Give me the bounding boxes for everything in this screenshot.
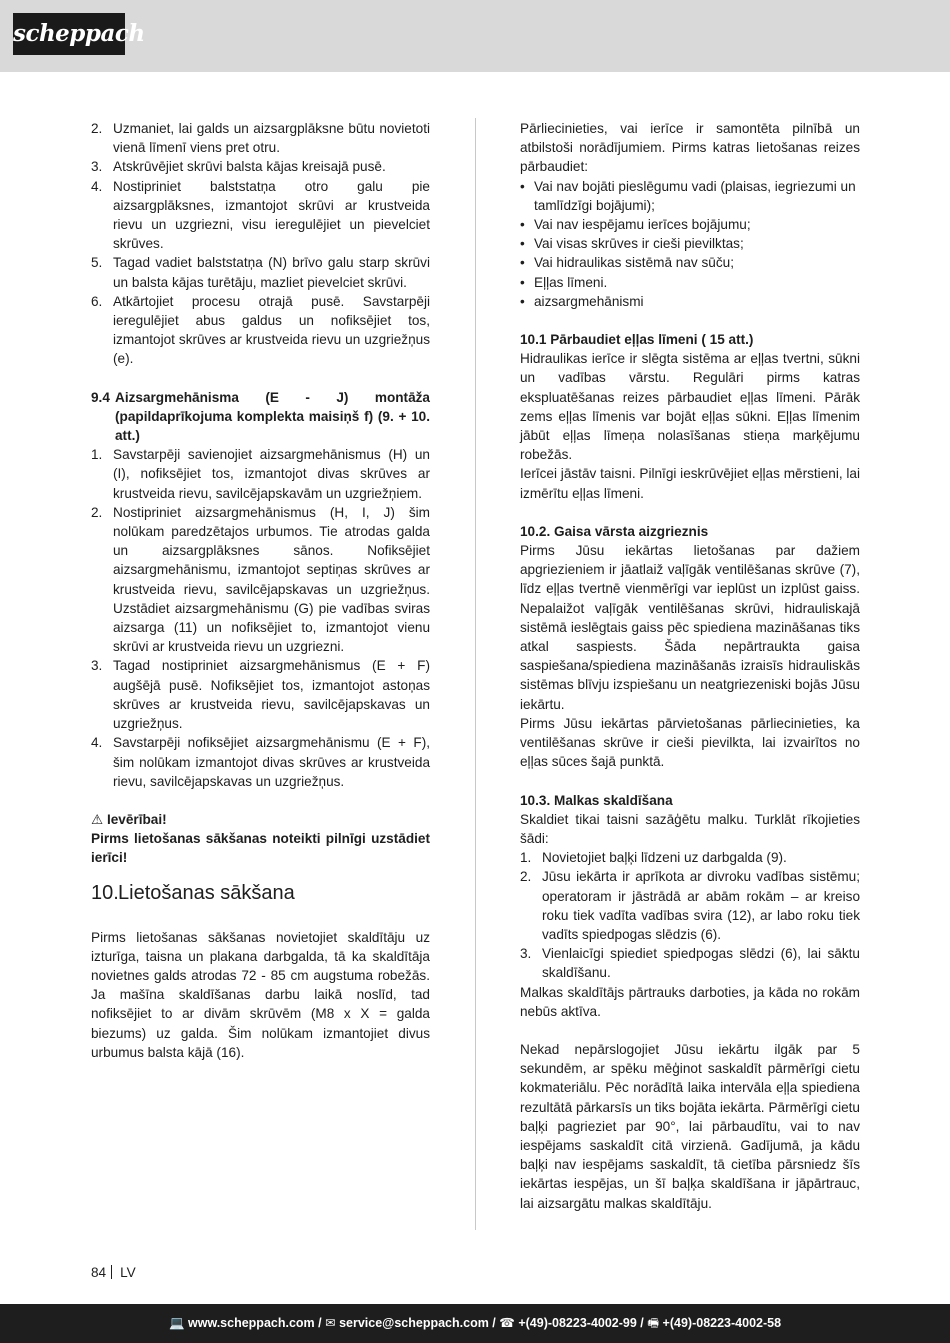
list-item: 2. Jūsu iekārta ir aprīkota ar divroku vadības sistēmu; operatoram ir jāstrādā ar abām rokām – ar kreiso roku tiek vadīta vadības svira (12), ar labo roku tiek vadīts spiedpogas slēdzis (6).: [520, 869, 860, 942]
section-heading-10-3: 10.3. Malkas skaldīšana: [520, 792, 673, 808]
paragraph: Nekad nepārslogojiet Jūsu iekārtu ilgāk par 5 sekundēm, ar spēku mēģinot saskaldīt pārmērīgi cietu kokmateriālu. Pēc norādītā laika intervāla eļļa spiediena rezultātā pārkarsīs un tiks bojāta iekārta. Pārmērīgi cietu baļķi pagrieziet par 90°, lai pārbaudītu, vai to nav iespējams saskaldīt citā virzienā. Gadījumā, ja kādu baļķi nav iespējams saskaldīt, tā cietība pārsniedz šīs iekārtas iespējas, un šī baļķa skaldīšana ir jāpārtrauc, lai aizsargātu malkas skaldītāju.: [520, 1041, 860, 1211]
right-column: [520, 119, 860, 1213]
section-heading-10: 10.Lietošanas sākšana: [91, 881, 295, 904]
phone-icon: ☎: [499, 1316, 515, 1330]
bullet-item: • Vai nav bojāti pieslēgumu vadi (plaisas, iegriezumi un tamlīdzīgi bojājumi);: [520, 178, 856, 213]
bullet-item: • aizsargmehānismi: [520, 293, 644, 309]
paragraph: Skaldiet tikai taisni sazāģētu malku. Turklāt rīkojieties šādi:: [520, 811, 860, 846]
paragraph: Hidraulikas ierīce ir slēgta sistēma ar eļļas tvertni, sūkni un vadības vārstu. Regulāri pirms katras ekspluatēšanas reizes pārbaudiet eļļas līmeni. Pārāk zems eļļas līmenis var bojāt eļļas sūkni. Eļļas līmenim jābūt eļļas līmeņa nolasīšanas stieņa marķējumu robežās.: [520, 351, 860, 463]
warning-text: Pirms lietošanas sākšanas noteikti pilnīgi uzstādiet ierīci!: [91, 831, 430, 866]
mail-icon: ✉: [325, 1316, 336, 1330]
list-item: 2. Nostipriniet aizsargmehānismus (H, I, J) šim nolūkam paredzētajos urbumos. Tie atrodas galda un aizsargplāksnes sānos. Nofiksējiet aizsargmehānismu, izmantojot septiņas skrūves ar krustveida rievu, savilcējapskavas un uzgriežņus. Uzstādiet aizsargmehānismu (G) pie vadības sviras aizsarga (11) un nofiksējiet to, izmantojot vienu skrūvi ar krustveida rievu un uzgriezni.: [91, 504, 430, 655]
fax-icon: 🖷: [647, 1316, 660, 1330]
list-item: 1. Savstarpēji savienojiet aizsargmehānismus (H) un (I), nofiksējiet tos, izmantojot divas skrūves ar krustveida rievu, savilcējapskavām un uzgriežņiem.: [91, 447, 430, 501]
paragraph: Pirms Jūsu iekārtas pārvietošanas pārliecinieties, ka ventilēšanas skrūve ir cieši pievilkta, lai izvairītos no eļļas sūces šajā punktā.: [520, 715, 860, 770]
paragraph: Ierīcei jāstāv taisni. Pilnīgi ieskrūvējiet eļļas mērstieni, lai izmērītu eļļas līmeni.: [520, 466, 860, 501]
footer-fax: +(49)-08223-4002-58: [662, 1316, 782, 1330]
list-item: 1. Novietojiet baļķi līdzeni uz darbgalda (9).: [520, 850, 787, 866]
page-number: 84 LV: [91, 1265, 136, 1280]
footer-phone: +(49)-08223-4002-99 /: [518, 1316, 644, 1330]
column-divider: [475, 118, 476, 1230]
list-item: 6. Atkārtojiet procesu otrajā pusē. Savstarpēji ieregulējiet abus galdus un nofiksējiet tos, izmantojot skrūves ar krustveida rievu un uzgriežņus (e).: [91, 293, 430, 367]
section-heading-10-2: 10.2. Gaisa vārsta aizgrieznis: [520, 523, 709, 539]
list-item: 3. Tagad nostipriniet aizsargmehānismus (E + F) augšējā pusē. Nofiksējiet tos, izmantojot astoņas skrūves ar krustveida rievu, savilcējapskavas un uzgriežņus.: [91, 658, 430, 732]
bullet-item: • Vai visas skrūves ir cieši pievilktas;: [520, 236, 744, 252]
list-item: 4. Nostipriniet balststatņa otro galu pie aizsargplāksnes, izmantojot skrūvi ar krustveida rievu un uzgriezni, visu ieregulējiet un pievelciet skrūves.: [91, 178, 430, 252]
list-item: 3. Atskrūvējiet skrūvi balsta kājas kreisajā pusē.: [91, 159, 386, 175]
list-item: 4. Savstarpēji nofiksējiet aizsargmehānismu (E + F), šim nolūkam izmantojot divas skrūves ar krustveida rievu, savilcējapskavas un uzgriežņus.: [91, 735, 430, 789]
footer-bar: [0, 1304, 950, 1343]
paragraph: Malkas skaldītājs pārtrauks darboties, ja kāda no rokām nebūs aktīva.: [520, 984, 860, 1019]
bullet-item: • Vai hidraulikas sistēmā nav sūču;: [520, 255, 734, 271]
footer-email[interactable]: service@scheppach.com /: [339, 1316, 496, 1330]
paragraph: Pirms lietošanas sākšanas novietojiet skaldītāju uz izturīga, taisna un plakana darbgalda, tā ka skaldītāja novietnes galds atrodas 72 - 85 cm augstuma robežās. Ja mašīna skaldīšanas darbu laikā noslīd, tad nofiksējiet to ar divām skrūvēm (M8 x X = galda biezums) uz galda. Šim nolūkam izmantojiet divus urbumus balsta kājā (16).: [91, 929, 430, 1060]
section-heading-10-1: 10.1 Pārbaudiet eļļas līmeni ( 15 att.): [520, 332, 754, 348]
computer-icon: 💻: [168, 1316, 185, 1330]
header-band: [0, 0, 950, 72]
list-item: 5. Tagad vadiet balststatņa (N) brīvo galu starp skrūvi un balsta kājas turētāju, mazliet pievelciet skrūvi.: [91, 255, 430, 290]
footer-web[interactable]: www.scheppach.com /: [188, 1316, 322, 1330]
warning-title: ⚠ Ievērībai!: [91, 811, 167, 827]
bullet-item: • Vai nav iespējamu ierīces bojājumu;: [520, 217, 751, 233]
left-column: [91, 119, 430, 1062]
paragraph: Pirms Jūsu iekārtas lietošanas par dažiem apgriezieniem ir jāatlaiž vaļīgāk ventilēšanas skrūve (7), līdz eļļas tvertnē vienmērīgi var ieplūst un izplūst gaiss. Nepalaižot vaļīgāk ventilēšanas skrūvi, hidrauliskajā sistēmā ieslēgtais gaiss pēc spiediena mazināšanas tiks atkal saspiests. Šāda nepārtraukta gaisa saspiešana/spiediena mazināšanās izraisīs hidrauliskās sistēmas blīvju izspiešanu un neatgriezeniski bojās Jūsu iekārtu.: [520, 543, 860, 712]
bullet-item: • Eļļas līmeni.: [520, 274, 608, 290]
scheppach-logo: scheppach: [13, 13, 125, 55]
section-heading-9-4: 9.4 Aizsargmehānisma (E - J) montāža (papildaprīkojuma komplekta maisiņš f) (9. + 10. att.): [91, 389, 430, 444]
paragraph: Pārliecinieties, vai ierīce ir samontēta pilnībā un atbilstoši norādījumiem. Pirms katras lietošanas reizes pārbaudiet:: [520, 121, 860, 175]
list-item: 3. Vienlaicīgi spiediet spiedpogas slēdzi (6), lai sāktu skaldīšanu.: [520, 946, 860, 981]
list-item: 2. Uzmaniet, lai galds un aizsargplāksne būtu novietoti vienā līmenī viens pret otru.: [91, 121, 430, 156]
